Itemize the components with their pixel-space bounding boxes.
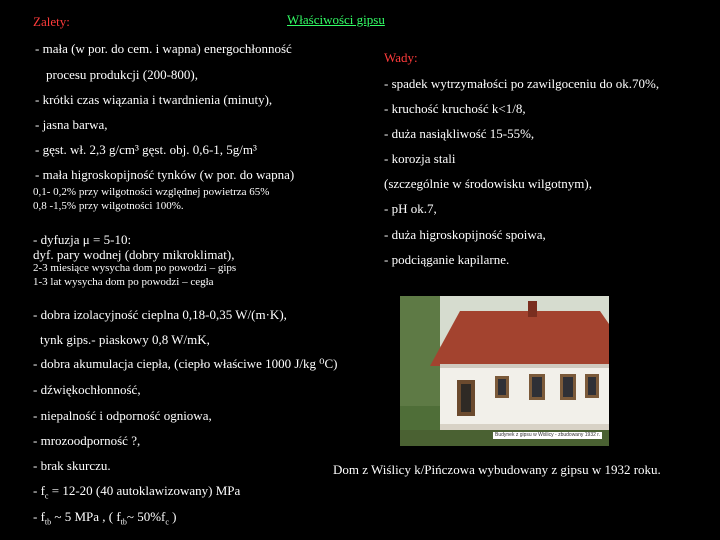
adv-13-sub-c: c — [44, 491, 49, 501]
dis-5: - pH ok.7, — [384, 201, 437, 216]
adv-11: - mrozoodporność ?, — [33, 433, 141, 448]
adv-6b: 2-3 miesiące wysycha dom po powodzi – gips — [33, 262, 237, 274]
adv-1: - mała (w por. do cem. i wapna) energochłonność — [35, 41, 292, 56]
adv-6: - dyfuzja μ = 5-10: — [33, 232, 132, 247]
adv-14-sub-tb: tb — [44, 517, 52, 527]
title: Właściwości gipsu — [287, 12, 385, 27]
adv-7a: tynk gips.- piaskowy 0,8 W/mK, — [40, 332, 210, 347]
adv-6a: dyf. pary wodnej (dobry mikroklimat), — [33, 247, 235, 262]
adv-10: - niepalność i odporność ogniowa, — [33, 408, 212, 423]
dis-7: - podciąganie kapilarne. — [384, 252, 510, 267]
adv-14-mid2: ~ 50%f — [126, 509, 166, 524]
adv-9: - dźwiękochłonność, — [33, 382, 141, 397]
adv-12: - brak skurczu. — [33, 458, 111, 473]
adv-5b: 0,8 -1,5% przy wilgotności 100%. — [33, 200, 184, 212]
dis-4: - korozja stali — [384, 151, 456, 166]
photo-sign: Budynek z gipsu w Wiślicy - zbudowany 1932 r. — [495, 432, 601, 438]
adv-13 — [33, 483, 240, 504]
adv-6c: 1-3 lat wysycha dom po powodzi – cegła — [33, 276, 214, 288]
dis-6: - duża higroskopijność spoiwa, — [384, 227, 546, 242]
adv-13-rest: = 12-20 (40 autoklawizowany) MPa — [48, 483, 241, 498]
adv-5a: 0,1- 0,2% przy wilgotności względnej powietrza 65% — [33, 186, 270, 198]
dis-2: - kruchość kruchość k<1/8, — [384, 101, 526, 116]
adv-14-end: ) — [168, 509, 177, 524]
adv-5: - mała higroskopijność tynków (w por. do wapna) — [35, 167, 295, 182]
dis-1: - spadek wytrzymałości po zawilgoceniu do ok.70%, — [384, 76, 660, 91]
adv-8: - dobra akumulacja ciepła, (ciepło właściwe 1000 J/kg ⁰C) — [33, 356, 338, 371]
adv-14 — [33, 509, 177, 530]
adv-7: - dobra izolacyjność cieplna 0,18-0,35 W/(m·K), — [33, 307, 287, 322]
adv-14-f: - f — [33, 509, 45, 524]
adv-4: - gęst. wł. 2,3 g/cm³ gęst. obj. 0,6-1, 5g/m³ — [35, 142, 257, 157]
gypsum-house-photo — [400, 296, 609, 446]
disadvantages-heading: Wady: — [384, 50, 418, 65]
adv-14-mid: ~ 5 MPa , ( f — [51, 509, 121, 524]
adv-13-fc: - f — [33, 483, 45, 498]
adv-14-sub-c: c — [165, 517, 169, 527]
dis-4a: (szczególnie w środowisku wilgotnym), — [384, 176, 592, 191]
adv-3: - jasna barwa, — [35, 117, 108, 132]
adv-2: - krótki czas wiązania i twardnienia (minuty), — [35, 92, 273, 107]
dis-3: - duża nasiąkliwość 15-55%, — [384, 126, 535, 141]
house-illustration — [400, 296, 609, 446]
advantages-heading: Zalety: — [33, 14, 70, 29]
adv-14-sub-tb2: tb — [120, 517, 127, 527]
adv-1b: procesu produkcji (200-800), — [46, 67, 198, 82]
photo-caption: Dom z Wiślicy k/Pińczowa wybudowany z gipsu w 1932 roku. — [333, 462, 661, 477]
